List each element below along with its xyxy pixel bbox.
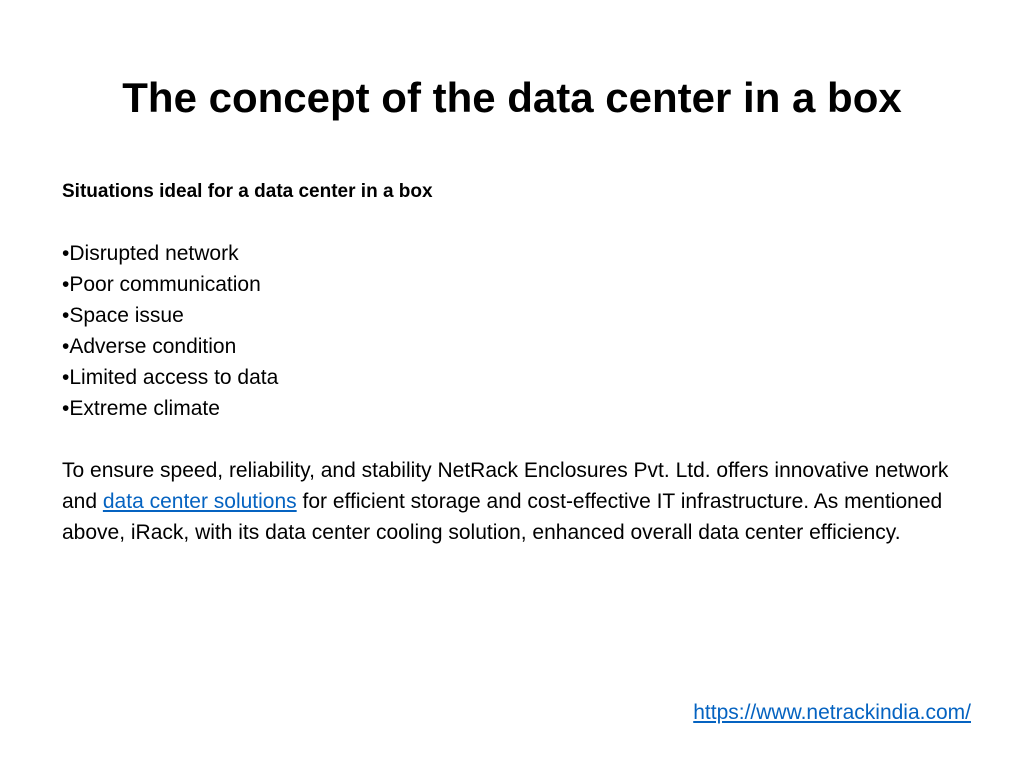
paragraph-text-after-link: for efficient storage and cost-effective IT infrastructure. As mentioned above, iRack, with its data center cooling solution, enhanced overall data center efficiency. [62, 490, 943, 544]
paragraph-text-before-link: To ensure speed, reliability, and stability NetRack Enclosures Pvt. Ltd. offers innovative network and [62, 459, 949, 513]
bullet-text: Adverse condition [69, 335, 237, 358]
bullet-marker: • [62, 273, 70, 296]
bullet-marker: • [62, 304, 70, 327]
bullet-item [62, 300, 982, 331]
data-center-solutions-link[interactable]: data center solutions [102, 490, 297, 513]
bullet-item [62, 331, 982, 362]
bullet-item [62, 269, 982, 300]
body-paragraph [62, 455, 982, 548]
bullet-item [62, 238, 982, 269]
section-subtitle: Situations ideal for a data center in a box [62, 181, 433, 202]
slide-content [62, 176, 982, 548]
bullet-marker: • [62, 335, 70, 358]
bullet-item [62, 393, 982, 424]
bullet-text: Space issue [69, 304, 184, 327]
spacer [62, 207, 982, 238]
bullet-marker: • [62, 366, 70, 389]
footer-website-link[interactable]: https://www.netrackindia.com/ [693, 701, 971, 724]
bullet-item [62, 362, 982, 393]
spacer [62, 424, 982, 455]
slide-title: The concept of the data center in a box [122, 74, 902, 121]
bullet-text: Poor communication [69, 273, 261, 296]
bullet-marker: • [62, 397, 70, 420]
bullet-text: Limited access to data [69, 366, 279, 389]
bullet-marker: • [62, 242, 70, 265]
bullet-list [62, 238, 982, 424]
bullet-text: Extreme climate [69, 397, 220, 420]
bullet-text: Disrupted network [69, 242, 239, 265]
